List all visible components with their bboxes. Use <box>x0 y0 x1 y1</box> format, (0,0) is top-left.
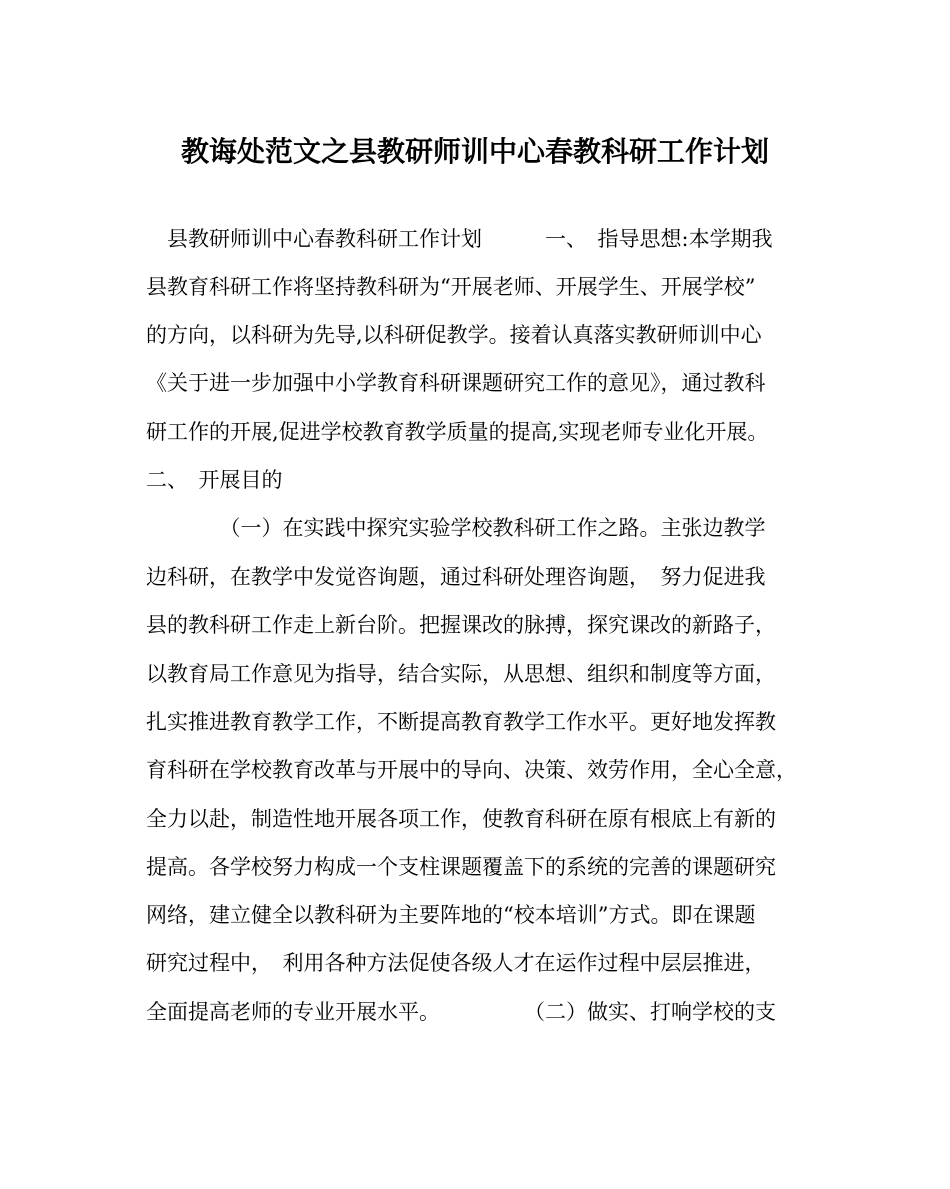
body-line: 提高。各学校努力构成一个支柱课题覆盖下的系统的完善的课题研究 <box>146 855 776 879</box>
body-line: 《关于进一步加强中小学教育科研课题研究工作的意见》，通过教科 <box>146 371 766 395</box>
body-line: 网络，建立健全以教科研为主要阵地的“校本培训”方式。即在课题 <box>146 903 756 927</box>
body-line: 以教育局工作意见为指导，结合实际，从思想、组织和制度等方面， <box>146 662 776 686</box>
body-line: 县教研师训中心春教科研工作计划 一、 指导思想:本学期我 <box>146 227 773 251</box>
body-line: 边科研，在教学中发觉咨询题，通过科研处理咨询题， 努力促进我 <box>146 565 766 589</box>
body-line: （一）在实践中探究实验学校教科研工作之路。主张边教学 <box>146 516 766 540</box>
body-line: 全面提高老师的专业开展水平。 （二）做实、打响学校的支 <box>146 1000 776 1024</box>
section-heading: 二、 开展目的 <box>146 468 283 492</box>
body-line: 的方向，以科研为先导,以科研促教学。接着认真落实教研师训中心 <box>146 323 762 347</box>
body-line: 研究过程中， 利用各种方法促使各级人才在运作过程中层层推进， <box>146 951 766 975</box>
body-line: 县的教科研工作走上新台阶。把握课改的脉搏，探究课改的新路子， <box>146 613 776 637</box>
document-title: 教诲处范文之县教研师训中心春教科研工作计划 <box>180 135 769 168</box>
body-line: 育科研在学校教育改革与开展中的导向、决策、效劳作用，全心全意， <box>146 758 797 782</box>
body-line: 扎实推进教育教学工作，不断提高教育教学工作水平。更好地发挥教 <box>146 710 776 734</box>
body-line: 研工作的开展,促进学校教育教学质量的提高,实现老师专业化开展。 <box>146 420 769 444</box>
body-line: 全力以赴，制造性地开展各项工作，使教育科研在原有根底上有新的 <box>146 807 776 831</box>
body-line: 县教育科研工作将坚持教科研为“开展老师、开展学生、开展学校” <box>146 275 756 299</box>
